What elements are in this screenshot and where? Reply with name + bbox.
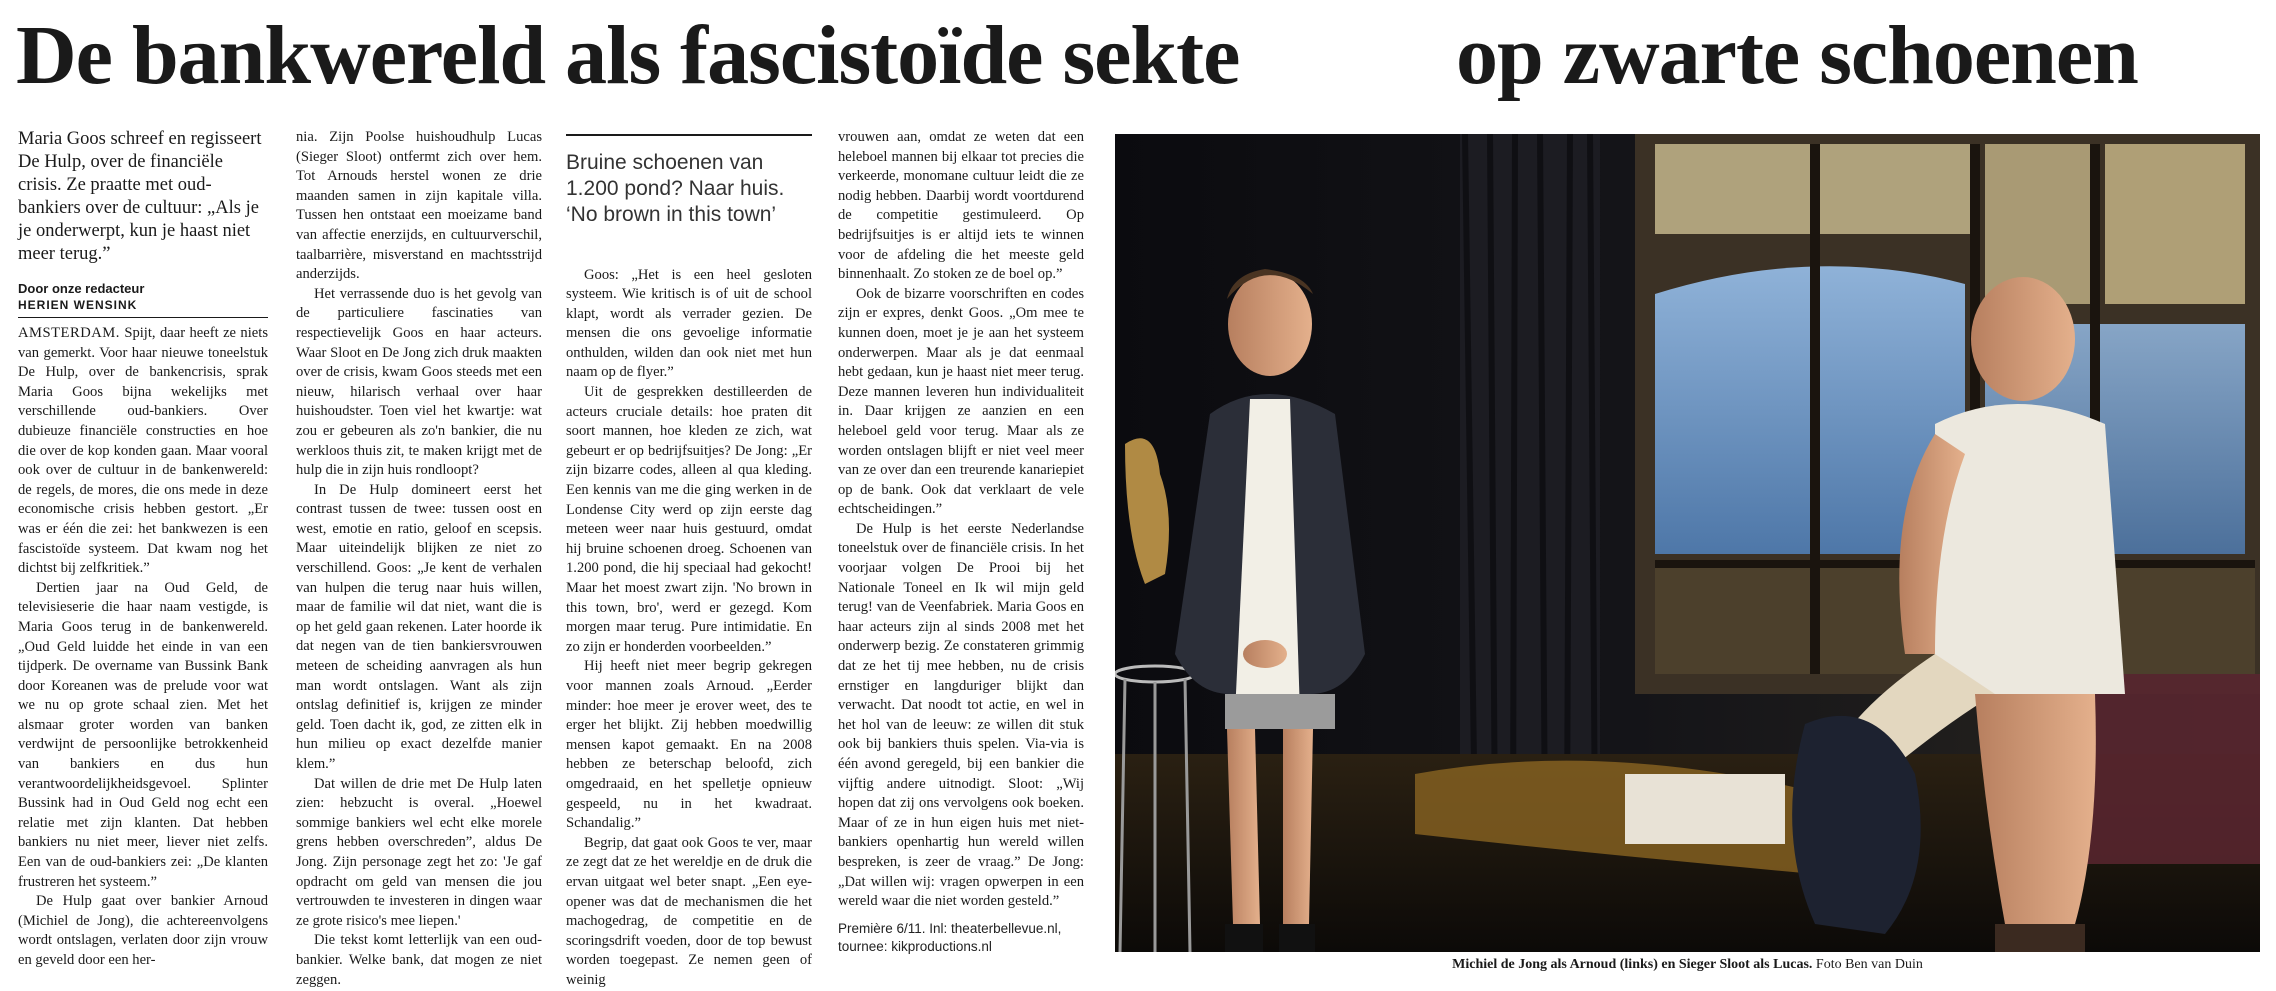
article-text-col1 — [18, 324, 268, 971]
headline-right: op zwarte schoenen — [1456, 9, 2138, 102]
paragraph: Hij heeft niet meer begrip gekregen voor mannen zoals Arnoud. „Eerder minder: hoe meer je erover weet, des te erger het blijkt. Zij hebben moedwillig mensen kapot gemaakt. En na 2008 hebben ze beterschap beloofd, zich omgedraaid, en het spelletje opnieuw gespeeld, nu in het kwadraat. Schandalig.” — [566, 658, 812, 832]
paragraph: Ook de bizarre voorschriften en codes zijn er expres, denkt Goos. „Om mee te kunnen doen, moet je je aan het systeem onderwerpen. Maar als je dat eenmaal hebt gedaan, kun je haast niet meer terug. Deze mannen leveren hun individualiteit in. Daar krijgen ze aanzien en een heleboel geld voor terug. Maar als ze worden ontslagen blijft er niet veel meer van ze over dan een treurende kanariepiet op de bank. Ook dat verklaart de vele echtscheidingen.” — [838, 285, 1084, 518]
paragraph: Dertien jaar na Oud Geld, de televisieserie die haar naam vestigde, is Maria Goos terug in de bankenwereld. „Oud Geld luidde het einde in van een tijdperk. De overname van Bussink Bank door Koreanen was de prelude voor wat we nu op grote schaal zien. Met het alsmaar groter worden van banken verdwijnt de persoonlijke betrokkenheid van bankiers en dus hun verantwoordelijkheidsgevoel. Splinter Bussink had in Oud Geld nog echt een relatie met zijn klanten. Dat hebben bankiers nu niet meer, liever niet zelfs. Een van de oud-bankiers zei: „De klanten frustreren het systeem.” — [18, 579, 268, 890]
column-3 — [566, 134, 812, 990]
paragraph: Dat willen de drie met De Hulp laten zien: hebzucht is overal. „Hoewel sommige bankiers wel echt elke morele grens hebben overschreden”, aldus De Jong. Zijn personage zegt het zo: 'Je gaf opdracht om geld van mensen die jou vertrouwden te investeren in dingen waar ze grote risico's mee liepen.' — [296, 775, 542, 929]
paragraph: nia. Zijn Poolse huishoudhulp Lucas (Sieger Sloot) ontfermt zich over hem. Tot Arnouds herstel wonen ze drie maanden samen in zijn kapitale villa. Tussen hen ontstaat een moeizame band van affectie enerzijds, en cultuurverschil, taalbarrière, misverstand en machtsstrijd anderzijds. — [296, 129, 542, 283]
paragraph: Die tekst komt letterlijk van een oud-bankier. Welke bank, dat mogen ze niet zeggen. — [296, 932, 542, 988]
curtain — [1460, 134, 1600, 834]
column-2 — [296, 128, 542, 990]
column-4 — [838, 128, 1084, 956]
paragraph: Spijt, daar heeft ze niets van gemerkt. Voor haar nieuwe toneelstuk De Hulp, over de bankencrisis, sprak Maria Goos bijna wekelijks met verschillende oud-bankiers. Over dubieuze financiële constructies en hoe die over de kop konden gaan. Maar vooral ook over de cultuur in de bankenwereld: de regels, de mores, die ons mede in deze economische crisis hebben gestort. „Er was er één die zei: het bankwezen is een fascistoïde systeem. Dat kwam nog het dichtst bij zelfkritiek.” — [18, 325, 268, 577]
pullquote: Bruine schoenen van 1.200 pond? Naar huis. ‘No brown in this town’ — [566, 150, 785, 226]
article-text-col4 — [838, 128, 1084, 912]
dateline: AMSTERDAM. — [18, 325, 120, 341]
stage-photo — [1115, 134, 2260, 952]
paragraph: vrouwen aan, omdat ze weten dat een heleboel mannen bij elkaar tot precies die verkeerde, monomane cultuur leidt die ze nodig hebben. Daarbij wordt voortdurend de competitie gestimuleerd. Op bedrijfsuitjes is er altijd iets te winnen voor de afdeling die het meeste geld binnenhaalt. Zo stoken ze de boel op.” — [838, 129, 1084, 283]
paragraph: Uit de gesprekken destilleerden de acteurs cruciale details: hoe praten dit soort mannen, hoe kleden ze zich, wat gebeurt er op bedrijfsuitjes? De Jong: „Er zijn bizarre codes, alleen al qua kleding. Een kennis van me die ging werken in de Londense City werd op zijn eerste dag meteen weer naar huis gestuurd, omdat hij bruine schoenen droeg. Schoenen van 1.200 pond, die hij speciaal had gekocht! Maar het moest zwart zijn. 'No brown in this town, bro', werd er gezegd. Kom morgen maar terug. Pure intimidatie. En zo zijn er honderden voorbeelden.” — [566, 384, 812, 655]
article-text-col2 — [296, 128, 542, 990]
article-text-col3 — [566, 266, 812, 991]
column-1 — [18, 128, 268, 971]
paragraph: De Hulp is het eerste Nederlandse toneelstuk over de financiële crisis. In het voorjaar volgen De Prooi bij het Nationale Toneel en Ik wil mijn geld terug! van de Veenfabriek. Maria Goos en haar acteurs zijn al sinds 2008 met het onderwerp bezig. Ze constateren grimmig dat ze het tij mee hebben, nu de crisis ernstiger en langduriger blijkt dan verwacht. Dat noodt tot actie, en wel in het hol van de leeuw: ze willen dit stuk ook bij bankiers thuis spelen. Via-via is één avond geregeld, bij een bankier die vijftig andere uitnodigt. Sloot: „Wij hopen dat zij ons vervolgens ook boeken. Maar of ze in hun eigen huis met niet-bankiers openhartig hun wereld willen bespreken, is zeer de vraag.” De Jong: „Dat willen wij: vragen opwerpen in een wereld waar die niet worden gesteld.” — [838, 520, 1084, 910]
byline-author: HERIEN WENSINK — [18, 297, 268, 318]
paragraph: Het verrassende duo is het gevolg van de particuliere fascinaties van respectievelijk Goos en haar acteurs. Waar Sloot en De Jong zich druk maakten over de crisis, kwam Goos steeds met een nieuw, hilarisch verhaal over haar huishoudster. Toen viel het kwartje: wat zou er gebeuren als zo'n bankier, die nu werkloos thuis zit, te maken krijgt met de hulp die in zijn huis rondloopt? — [296, 285, 542, 479]
paragraph: Goos: „Het is een heel gesloten systeem. Wie kritisch is of uit de school klapt, wordt als verrader gezien. De mensen die ons gevoelige informatie onthulden, wilden dan ook niet met hun naam op de flyer.” — [566, 266, 812, 381]
caption-credit: Foto Ben van Duin — [1815, 957, 1923, 972]
photo-caption — [1115, 956, 2260, 974]
byline-title: Door onze redacteur — [18, 281, 145, 296]
performance-credits: Première 6/11. Inl: theaterbellevue.nl, tournee: kikproductions.nl — [838, 920, 1062, 954]
headline-left: De bankwereld als fascistoïde sekte — [16, 9, 1240, 102]
paragraph: In De Hulp domineert eerst het contrast tussen de twee: tussen oost en west, emotie en ratio, geloof en scepsis. Maar uiteindelijk blijken ze niet zo verschillend. Goos: „Je kent de verhalen van hulpen die terug naar huis willen, maar de familie wil dat niet, want die is op het geld gaan rekenen. Later hoorde ik dat negen van de tien bankiersvrouwen meteen de scheiding aanvragen als hun man wordt ontslagen. Want als zijn ontslag definitief is, krijgen ze minder geld. Toen dacht ik, god, ze zitten elk in hun milieu op exact dezelfde manier klem.” — [296, 481, 542, 772]
paragraph: Begrip, dat gaat ook Goos te ver, maar ze zegt dat ze het wereldje en de druk die ervan uitgaat wel beter snapt. „Een eye-opener was dat de mechanismen die het machogedrag, de competitie en de scoringsdrift voeden, door de top bewust worden toegepast. Ze nemen geen of weinig — [566, 834, 812, 988]
intro-text: Maria Goos schreef en regisseert De Hulp, over de financiële crisis. Ze praatte met oud-bankiers over de cultuur: „Als je je onderwerpt, kun je haast niet meer terug.” — [18, 129, 262, 264]
pullquote-rule — [566, 134, 812, 136]
paragraph: De Hulp gaat over bankier Arnoud (Michiel de Jong), die achtereenvolgens wordt ontslagen, verlaten door zijn vrouw en geveld door een her- — [18, 893, 268, 968]
stage-table — [1625, 774, 1785, 844]
caption-names: Michiel de Jong als Arnoud (links) en Sieger Sloot als Lucas. — [1452, 957, 1813, 972]
